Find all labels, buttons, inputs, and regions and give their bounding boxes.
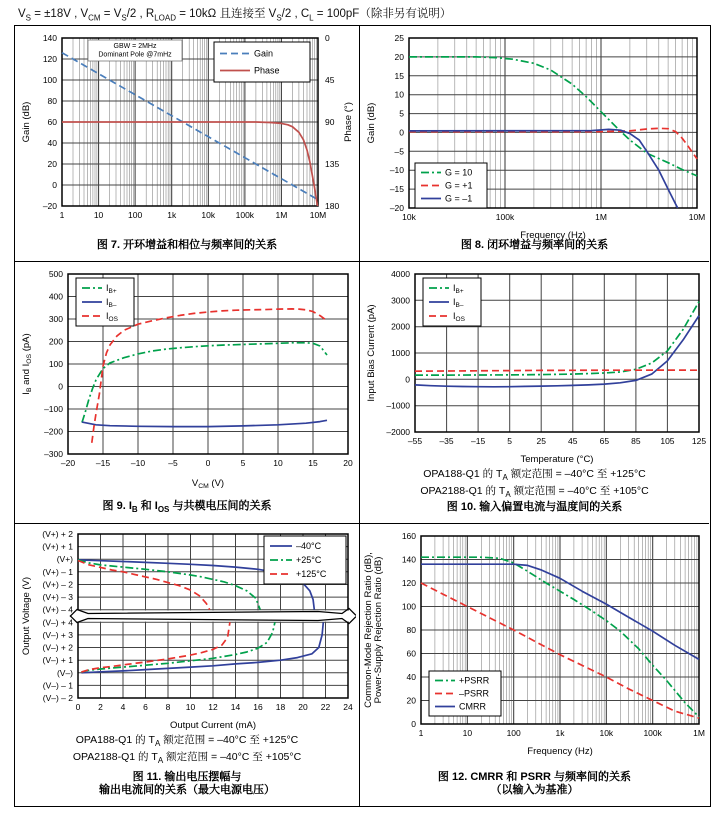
svg-text:125: 125	[691, 436, 706, 446]
svg-text:1M: 1M	[692, 728, 705, 738]
svg-text:G = 10: G = 10	[444, 167, 472, 178]
svg-text:0: 0	[404, 374, 410, 385]
figure-8-chart	[360, 30, 709, 242]
figure-11-chart	[15, 528, 359, 732]
svg-text:140: 140	[42, 33, 57, 43]
svg-text:IOS: $I_{OS}$	[106, 311, 118, 324]
svg-text:10k: 10k	[401, 212, 416, 222]
svg-text:(V+): (V+)	[56, 554, 73, 565]
svg-text:Output Voltage (V): Output Voltage (V)	[21, 576, 32, 656]
svg-text:0: 0	[410, 719, 416, 729]
svg-text:1k: 1k	[167, 210, 177, 220]
svg-text:0: 0	[52, 180, 57, 190]
svg-text:–15: –15	[389, 184, 404, 195]
svg-text:IB and IOS (pA): $I_B$ and $I_{OS}$ (pA)	[21, 333, 34, 395]
svg-text:12: 12	[208, 702, 218, 712]
svg-text:CMRR: CMRR	[458, 701, 486, 712]
svg-text:10k: 10k	[201, 210, 216, 220]
svg-text:120: 120	[401, 578, 416, 588]
svg-text:Output Current (mA): Output Current (mA)	[169, 720, 257, 731]
svg-text:Frequency (Hz): Frequency (Hz)	[526, 746, 593, 757]
svg-text:80: 80	[47, 96, 57, 106]
svg-text:IOS: $I_{OS}$	[452, 311, 465, 324]
figure-10-chart	[360, 266, 709, 466]
figures-grid	[14, 25, 711, 807]
figure-12-caption: 图 12. CMRR 和 PSRR 与频率间的关系 （以输入为基准）	[437, 770, 632, 797]
svg-text:15: 15	[394, 70, 404, 81]
svg-text:10: 10	[394, 89, 404, 100]
svg-text:80: 80	[406, 625, 416, 635]
svg-text:100: 100	[401, 601, 416, 612]
svg-text:4: 4	[120, 702, 126, 712]
svg-text:180: 180	[325, 201, 340, 211]
svg-text:IB+: $I_{B+}$	[106, 283, 117, 296]
svg-text:300: 300	[48, 314, 63, 324]
svg-text:Common-Mode Rejection Ratio (d: Common-Mode Rejection Ratio (dB),	[362, 552, 374, 708]
svg-text:–55: –55	[407, 436, 422, 446]
svg-text:–200: –200	[44, 426, 63, 437]
svg-text:VCM (V): $V_{CM}$ (V)	[191, 478, 225, 490]
svg-text:1000: 1000	[390, 348, 410, 358]
svg-text:45: 45	[325, 75, 335, 85]
svg-text:15: 15	[308, 458, 318, 468]
svg-text:0: 0	[205, 458, 211, 468]
svg-text:20: 20	[47, 159, 57, 169]
svg-text:105: 105	[659, 436, 675, 446]
svg-text:(V+) – 3: (V+) – 3	[42, 592, 73, 603]
svg-text:(V–) – 1: (V–) – 1	[42, 680, 73, 691]
svg-text:–10: –10	[389, 165, 404, 176]
svg-text:10: 10	[93, 210, 104, 220]
svg-text:–20: –20	[42, 201, 57, 211]
svg-text:–300: –300	[44, 449, 63, 459]
svg-text:100k: 100k	[235, 210, 255, 220]
figure-10-caption: 图 10. 输入偏置电流与温度间的关系	[446, 501, 623, 514]
figure-9-caption: 图 9. $I_B$ 和 $I_{OS}$ 与共模电压间的关系	[102, 499, 272, 514]
svg-text:0: 0	[75, 702, 81, 712]
figure-12-chart	[360, 528, 709, 758]
svg-text:Temperature (°C): Temperature (°C)	[520, 454, 593, 465]
svg-text:2: 2	[98, 702, 103, 712]
svg-text:100k: 100k	[495, 212, 514, 222]
svg-text:G = –1: G = –1	[444, 193, 472, 204]
svg-text:G = +1: G = +1	[444, 180, 473, 191]
svg-text:2000: 2000	[390, 321, 410, 332]
svg-text:60: 60	[406, 648, 416, 659]
svg-text:5: 5	[398, 108, 404, 119]
svg-text:–1000: –1000	[385, 400, 410, 411]
svg-text:(V–): (V–)	[56, 667, 73, 678]
svg-text:–10: –10	[130, 458, 146, 468]
svg-text:0: 0	[398, 127, 404, 138]
svg-text:–20: –20	[60, 458, 76, 468]
svg-text:GBW = 2MHz: GBW = 2MHz	[113, 43, 157, 50]
svg-text:–5: –5	[394, 146, 404, 157]
svg-text:Frequency (Hz): Frequency (Hz)	[519, 230, 586, 241]
svg-text:40: 40	[406, 672, 416, 682]
svg-text:22: 22	[320, 702, 331, 712]
svg-text:1: 1	[59, 210, 65, 220]
svg-text:135: 135	[325, 159, 340, 169]
svg-text:18: 18	[275, 702, 286, 712]
svg-text:+125°C: +125°C	[296, 569, 327, 579]
svg-text:6: 6	[143, 702, 148, 712]
svg-text:–PSRR: –PSRR	[458, 688, 489, 699]
svg-text:4000: 4000	[390, 269, 410, 279]
svg-text:25: 25	[535, 436, 546, 446]
figure-11-notes: OPA188-Q1 的 $T_A$ 额定范围 = –40°C 至 +125°C OPA2188-Q1 的 $T_A$ 额定范围 = –40°C 至 +105°C	[72, 734, 302, 765]
svg-text:1M: 1M	[594, 212, 607, 222]
svg-text:10: 10	[273, 458, 283, 468]
svg-text:10M: 10M	[309, 210, 327, 220]
svg-text:(V–) + 2: (V–) + 2	[42, 642, 73, 653]
svg-text:100: 100	[128, 210, 143, 220]
svg-text:60: 60	[47, 117, 57, 127]
svg-text:(V+) – 4: (V+) – 4	[42, 604, 73, 615]
svg-text:16: 16	[253, 702, 263, 712]
svg-text:+25°C: +25°C	[296, 555, 322, 565]
svg-text:Phase (°): Phase (°)	[343, 102, 354, 142]
svg-text:(V–) + 1: (V–) + 1	[42, 655, 73, 666]
figure-7-caption: 图 7. 开环增益和相位与频率间的关系	[96, 239, 278, 252]
svg-text:–2000: –2000	[385, 427, 410, 437]
svg-text:1M: 1M	[275, 210, 288, 220]
svg-text:100: 100	[506, 728, 521, 738]
figure-9-panel	[15, 262, 360, 524]
svg-text:45: 45	[567, 436, 578, 446]
svg-text:(V–) + 4: (V–) + 4	[42, 617, 73, 628]
svg-text:10: 10	[462, 728, 472, 738]
svg-text:–15: –15	[470, 436, 485, 446]
svg-text:10k: 10k	[598, 728, 613, 738]
svg-text:(V+) – 1: (V+) – 1	[42, 566, 73, 577]
figure-7-chart	[15, 30, 359, 226]
svg-text:–5: –5	[168, 458, 178, 468]
figure-8-panel	[360, 26, 709, 262]
svg-text:Input Bias Current (pA): Input Bias Current (pA)	[365, 304, 377, 402]
svg-text:IB–: $I_{B-}$	[106, 297, 117, 310]
figure-10-notes: OPA188-Q1 的 $T_A$ 额定范围 = –40°C 至 +125°C OPA2188-Q1 的 $T_A$ 额定范围 = –40°C 至 +105°C	[420, 468, 649, 499]
svg-text:(V+) – 2: (V+) – 2	[42, 579, 73, 590]
svg-text:100: 100	[48, 359, 63, 369]
svg-text:1k: 1k	[555, 728, 564, 738]
test-conditions-header: $V_S = \pm 18V$ , $V_{CM} = V_S/2$ , $R_{LOAD} = 10k\Omega$ 且连接至 $V_S/2$ , $C_L = 100pF$（除非另有说明）	[18, 8, 452, 23]
svg-text:–35: –35	[438, 436, 454, 446]
svg-text:10M: 10M	[688, 212, 705, 222]
svg-text:40: 40	[47, 138, 57, 148]
svg-text:65: 65	[599, 436, 609, 446]
svg-text:8: 8	[165, 702, 171, 712]
svg-text:20: 20	[298, 702, 308, 712]
svg-text:Dominant Pole @7mHz: Dominant Pole @7mHz	[98, 51, 172, 59]
figure-8-caption: 图 8. 闭环增益与频率间的关系	[460, 239, 609, 252]
svg-text:25: 25	[394, 33, 404, 43]
figure-12-panel	[360, 524, 709, 806]
svg-text:120: 120	[42, 54, 57, 64]
svg-text:Phase: Phase	[254, 65, 280, 76]
svg-text:(V+) + 1: (V+) + 1	[42, 541, 73, 552]
svg-text:–40°C: –40°C	[296, 541, 322, 551]
svg-text:Gain (dB): Gain (dB)	[365, 102, 377, 144]
svg-text:(V+) + 2: (V+) + 2	[42, 529, 73, 539]
svg-text:1: 1	[418, 728, 423, 738]
svg-text:IB+: $I_{B+}$	[452, 283, 464, 296]
svg-text:–20: –20	[389, 203, 404, 213]
figure-9-chart	[15, 266, 359, 490]
svg-text:90: 90	[325, 117, 335, 127]
svg-text:10: 10	[185, 702, 196, 712]
figure-11-panel	[15, 524, 360, 806]
svg-text:3000: 3000	[390, 295, 410, 306]
svg-text:IB–: $I_{B-}$	[452, 297, 463, 310]
svg-text:Gain (dB): Gain (dB)	[21, 101, 32, 143]
svg-text:5: 5	[240, 458, 246, 468]
svg-text:(V–) – 2: (V–) – 2	[42, 693, 73, 703]
svg-text:Gain: Gain	[254, 48, 274, 59]
svg-text:85: 85	[630, 436, 641, 446]
svg-text:20: 20	[343, 458, 353, 468]
svg-text:200: 200	[48, 336, 63, 347]
figure-10-panel	[360, 262, 709, 524]
svg-text:–15: –15	[95, 458, 111, 468]
svg-text:+PSRR: +PSRR	[458, 675, 489, 686]
svg-text:20: 20	[394, 51, 404, 62]
svg-text:0: 0	[58, 381, 63, 392]
svg-text:160: 160	[401, 531, 416, 541]
svg-text:Power-Supply Rejection Ratio (: Power-Supply Rejection Ratio (dB)	[372, 556, 384, 704]
svg-text:100: 100	[42, 75, 57, 85]
figure-7-panel	[15, 26, 360, 262]
svg-text:5: 5	[506, 436, 512, 446]
svg-text:20: 20	[406, 695, 416, 706]
svg-text:14: 14	[230, 702, 241, 712]
svg-text:0: 0	[325, 33, 330, 43]
svg-text:(V–) + 3: (V–) + 3	[42, 629, 73, 640]
svg-text:100k: 100k	[642, 728, 662, 738]
svg-text:500: 500	[48, 269, 63, 279]
svg-text:140: 140	[401, 554, 416, 565]
figure-11-caption: 图 11. 输出电压摆幅与 输出电流间的关系（最大电源电压）	[99, 770, 275, 797]
svg-text:24: 24	[343, 702, 353, 712]
svg-text:–100: –100	[44, 404, 63, 414]
svg-text:400: 400	[48, 291, 63, 302]
